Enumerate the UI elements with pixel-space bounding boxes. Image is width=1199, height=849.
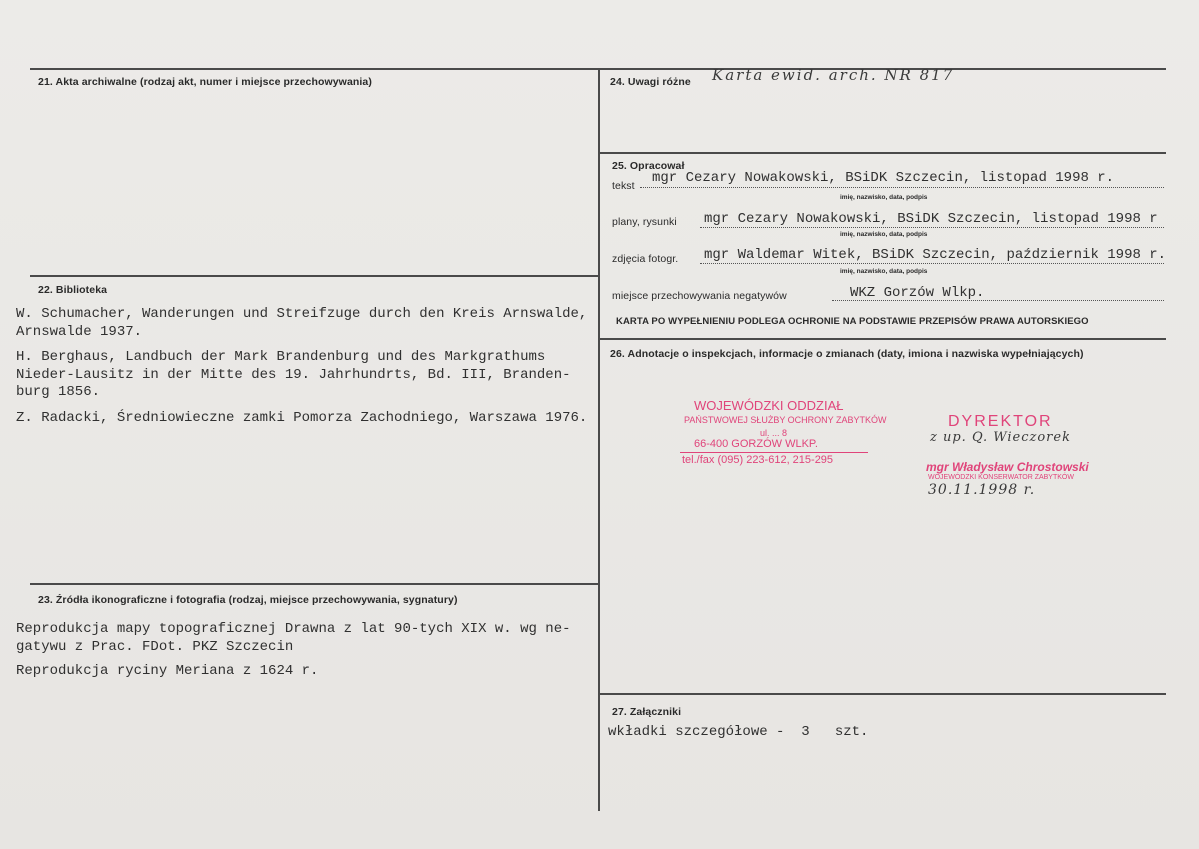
section-24-label: 24. Uwagi różne <box>610 76 691 88</box>
photos-author-value: mgr Waldemar Witek, BSiDK Szczecin, październik 1998 r. <box>704 247 1167 263</box>
right-rule-26 <box>600 338 1166 340</box>
handwritten-note: Karta ewid. arch. NR 817 <box>712 66 955 84</box>
library-entry: Z. Radacki, Średniowieczne zamki Pomorza Zachodniego, Warszawa 1976. <box>16 410 588 426</box>
plans-author-hint: imię, nazwisko, data, podpis <box>840 231 928 238</box>
iconography-entry: Reprodukcja mapy topograficznej Drawna z lat 90-tych XIX w. wg ne- gatywu z Prac. FDot. PKZ Szczecin <box>16 621 571 655</box>
stamp-line-5: tel./fax (095) 223-612, 215-295 <box>682 454 834 466</box>
section-26-label: 26. Adnotacje o inspekcjach, informacje o zmianach (daty, imiona i nazwiska wypełniających) <box>610 348 1084 360</box>
stamp-line-4: 66-400 GORZÓW WLKP. <box>694 438 818 450</box>
director-signature: z up. Q. Wieczorek <box>930 430 1071 445</box>
left-rule-22 <box>30 275 598 277</box>
iconography-entry: Reprodukcja ryciny Meriana z 1624 r. <box>16 663 319 679</box>
negatives-value: WKZ Gorzów Wlkp. <box>850 285 985 301</box>
stamp-line-3: ul. ... 8 <box>760 428 788 438</box>
section-23-label: 23. Źródła ikonograficzne i fotografia (rodzaj, miejsce przechowywania, sygnatury) <box>38 594 458 606</box>
text-author-line <box>640 187 1164 188</box>
copyright-notice: KARTA PO WYPEŁNIENIU PODLEGA OCHRONIE NA PODSTAWIE PRZEPISÓW PRAWA AUTORSKIEGO <box>616 316 1089 327</box>
director-date: 30.11.1998 r. <box>928 482 1036 498</box>
right-rule-25 <box>600 152 1166 154</box>
photos-author-hint: imię, nazwisko, data, podpis <box>840 268 928 275</box>
text-author-hint: imię, nazwisko, data, podpis <box>840 194 928 201</box>
plans-author-line <box>700 227 1164 228</box>
stamp-rule <box>680 452 868 453</box>
text-author-value: mgr Cezary Nowakowski, BSiDK Szczecin, listopad 1998 r. <box>652 170 1115 186</box>
section-25-label: 25. Opracował <box>612 160 685 172</box>
negatives-line <box>832 300 1164 301</box>
library-entry: W. Schumacher, Wanderungen und Streifzuge durch den Kreis Arnswalde, Arnswalde 1937. <box>16 306 588 340</box>
negatives-label: miejsce przechowywania negatywów <box>612 290 787 302</box>
director-role: WOJEWÓDZKI KONSERWATOR ZABYTKÓW <box>928 474 1074 481</box>
stamp-line-2: PAŃSTWOWEJ SŁUŻBY OCHRONY ZABYTKÓW <box>684 415 887 425</box>
right-rule-27 <box>600 693 1166 695</box>
photos-author-line <box>700 263 1164 264</box>
stamp-line-1: WOJEWÓDZKI ODDZIAŁ <box>694 398 844 413</box>
section-22-label: 22. Biblioteka <box>38 284 108 296</box>
text-author-label: tekst <box>612 180 635 192</box>
plans-author-label: plany, rysunki <box>612 216 677 228</box>
plans-author-value: mgr Cezary Nowakowski, BSiDK Szczecin, listopad 1998 r <box>704 211 1158 227</box>
center-vertical-rule <box>598 68 600 811</box>
photos-author-label: zdjęcia fotogr. <box>612 253 679 265</box>
attachments-value: wkładki szczegółowe - 3 szt. <box>608 724 869 740</box>
left-rule-23 <box>30 583 598 585</box>
director-name: mgr Władysław Chrostowski <box>926 460 1089 474</box>
director-title: DYREKTOR <box>948 413 1053 430</box>
library-entry: H. Berghaus, Landbuch der Mark Brandenburg und des Markgrathums Nieder-Lausitz in der Mitte des 19. Jahrhundrts, Bd. III, Branden- burg 1856. <box>16 349 571 400</box>
section-21-label: 21. Akta archiwalne (rodzaj akt, numer i miejsce przechowywania) <box>38 76 372 88</box>
section-27-label: 27. Załączniki <box>612 706 682 718</box>
